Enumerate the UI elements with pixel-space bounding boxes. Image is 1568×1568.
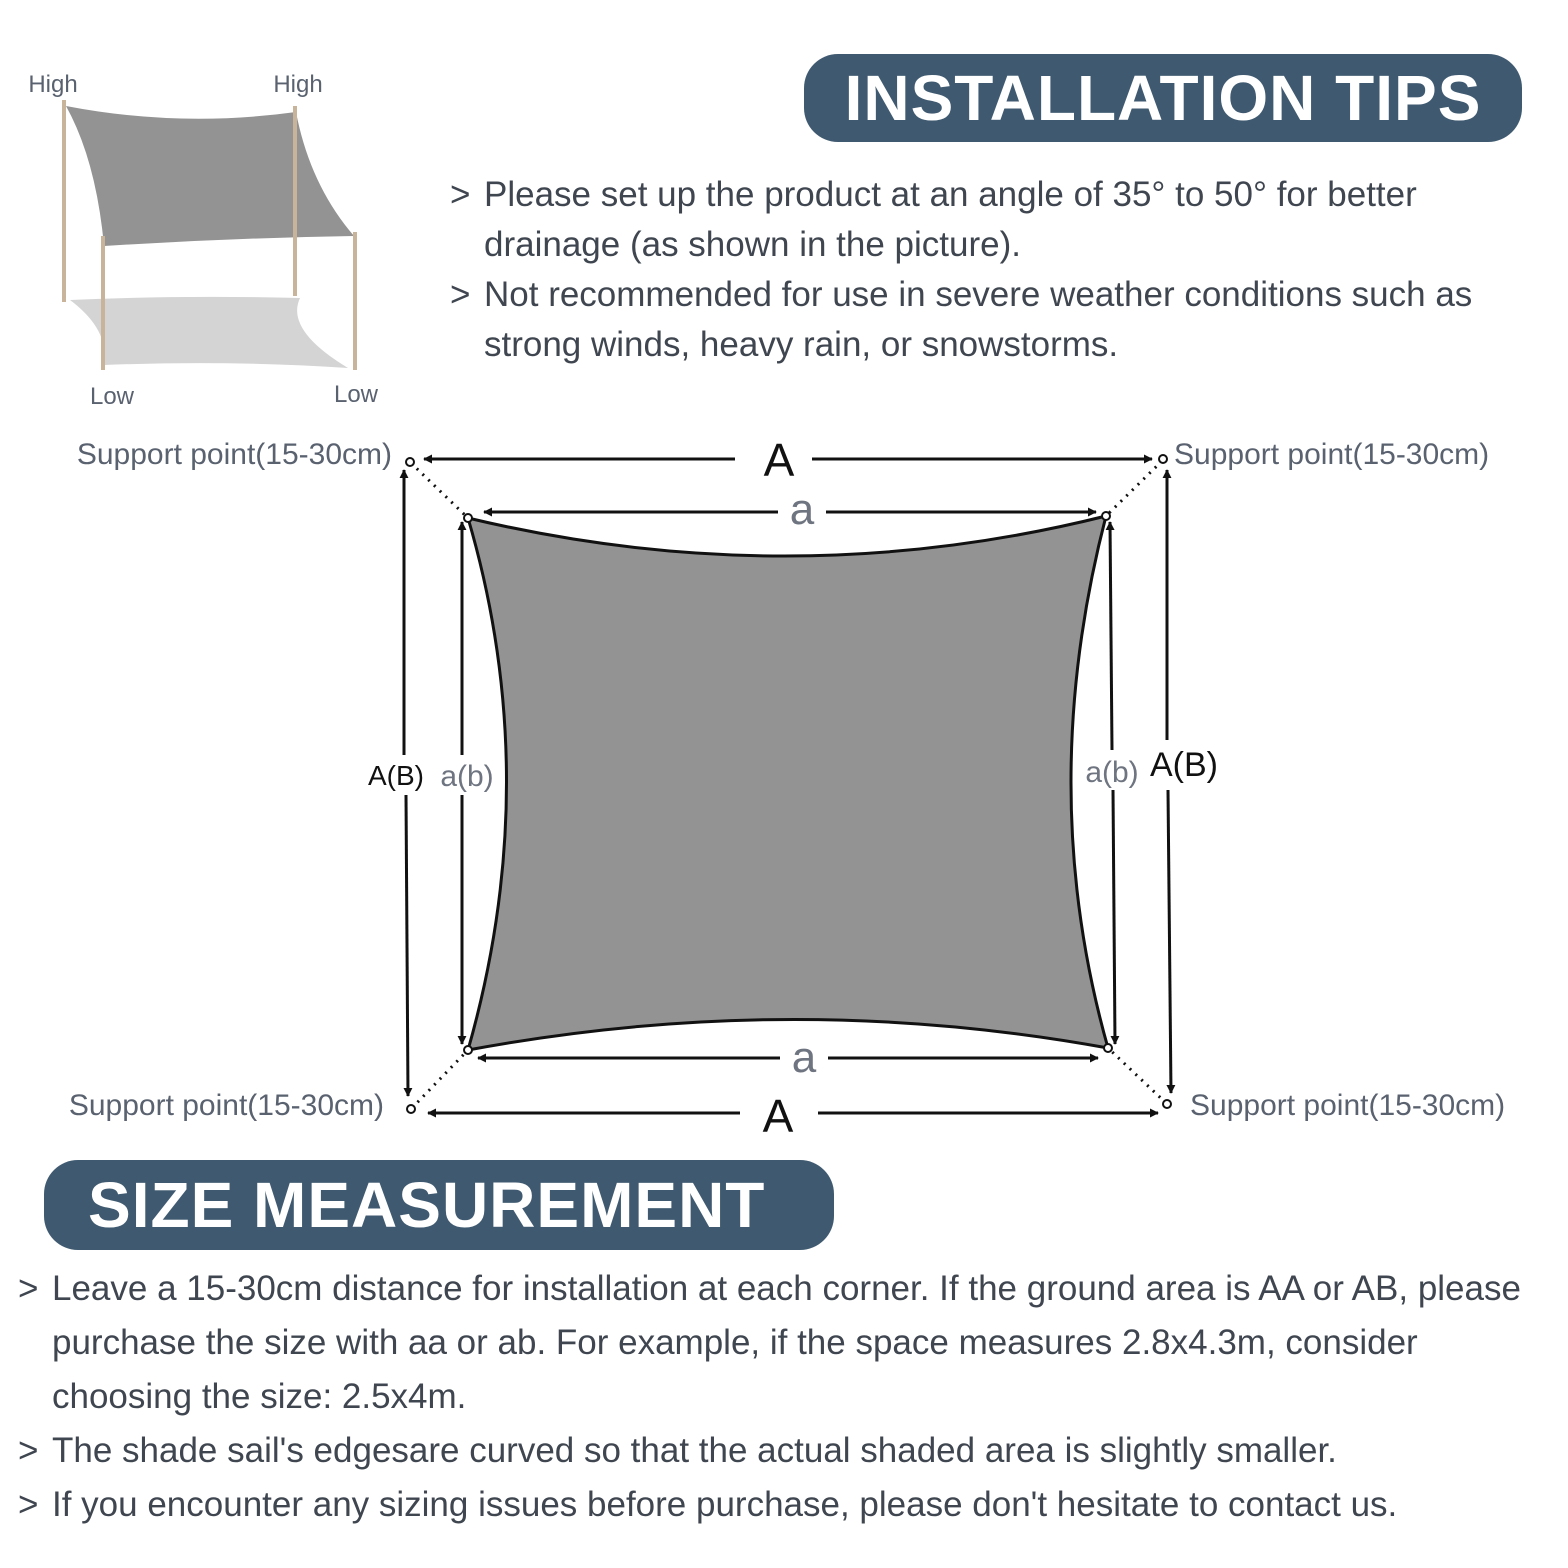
support-label-top-left: Support point(15-30cm)	[76, 438, 392, 471]
bullet-icon: >	[18, 1431, 39, 1470]
size-tip-text: The shade sail's edgesare curved so that the actual shaded area is slightly smaller.	[52, 1431, 1337, 1470]
label-high-left: High	[28, 71, 78, 98]
label-low-right: Low	[333, 381, 379, 408]
size-tip	[18, 1262, 1566, 1424]
size-tip-text: If you encounter any sizing issues before purchase, please don't hesitate to contact us.	[52, 1485, 1398, 1524]
sail-illustration	[66, 106, 354, 246]
support-point-top-left	[406, 458, 414, 466]
support-point-top-right	[1159, 455, 1167, 463]
label-low-left: Low	[89, 383, 135, 410]
installation-tips-title: INSTALLATION TIPS	[844, 62, 1482, 134]
label-outer-height-right: A(B)	[1150, 746, 1218, 784]
corner-top-left	[464, 514, 472, 522]
size-tip	[18, 1478, 1566, 1532]
bullet-icon: >	[450, 275, 471, 314]
installation-tip-text: Please set up the product at an angle of 35° to 50° for better drainage (as shown in the picture).	[484, 175, 1417, 264]
label-outer-height-left: A(B)	[368, 760, 424, 791]
bullet-icon: >	[18, 1269, 39, 1308]
installation-tip	[450, 270, 1550, 370]
size-tip	[18, 1424, 1566, 1478]
label-inner-height-left: a(b)	[440, 760, 494, 793]
support-point-bottom-right	[1163, 1100, 1171, 1108]
size-measurement-banner	[44, 1160, 834, 1250]
sail-shadow	[70, 297, 348, 368]
corner-bottom-left	[464, 1046, 472, 1054]
size-measurement-title: SIZE MEASUREMENT	[88, 1169, 766, 1241]
label-inner-width-top: a	[789, 485, 815, 534]
label-outer-width-bottom: A	[762, 1090, 794, 1142]
installation-tips-list	[450, 170, 1550, 370]
corner-bottom-right	[1104, 1044, 1112, 1052]
installation-tip	[450, 170, 1550, 270]
support-label-bottom-left: Support point(15-30cm)	[68, 1089, 384, 1122]
size-tip-text: Leave a 15-30cm distance for installation at each corner. If the ground area is AA or AB, please purchase the size with aa or ab. For example, if the space measures 2.8x4.3m, consider choosing the size: 2.5x4m.	[52, 1269, 1521, 1416]
support-point-bottom-left	[407, 1105, 415, 1113]
label-outer-width-top: A	[763, 434, 795, 486]
installation-tips-banner	[804, 54, 1522, 142]
support-label-top-right: Support point(15-30cm)	[1174, 438, 1490, 471]
label-inner-height-right: a(b)	[1085, 756, 1139, 789]
bullet-icon: >	[450, 175, 471, 214]
corner-top-right	[1102, 512, 1110, 520]
label-inner-width-bottom: a	[791, 1033, 817, 1082]
size-measurement-list	[18, 1262, 1566, 1532]
sail-shape	[468, 516, 1108, 1050]
installation-tip-text: Not recommended for use in severe weather conditions such as strong winds, heavy rain, or snowstorms.	[484, 275, 1473, 364]
installation-illustration	[28, 71, 378, 410]
bullet-icon: >	[18, 1485, 39, 1524]
support-label-bottom-right: Support point(15-30cm)	[1190, 1089, 1506, 1122]
label-high-right: High	[273, 71, 323, 98]
